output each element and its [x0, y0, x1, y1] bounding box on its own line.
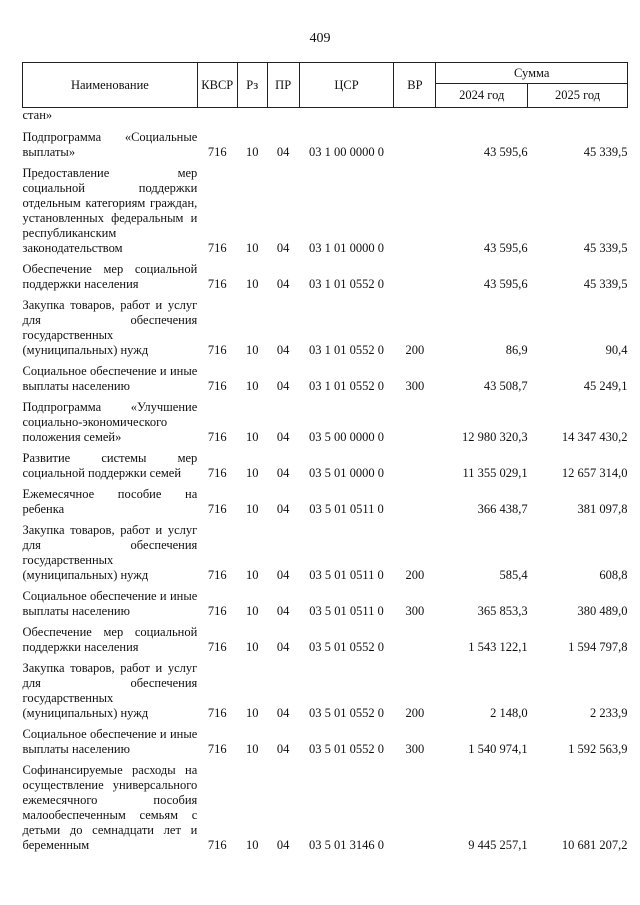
row-csr-cell: 03 1 01 0552 0	[309, 379, 385, 393]
row-vr-cell	[394, 259, 436, 295]
header-pr: ПР	[267, 63, 299, 108]
row-kvsr-cell: 716	[207, 502, 227, 516]
row-csr-cell: 03 1 01 0552 0	[309, 277, 385, 291]
row-rz-cell: 10	[245, 343, 259, 357]
row-vr-cell	[394, 484, 436, 520]
row-kvsr-cell: 716	[207, 241, 227, 255]
table-row	[23, 724, 628, 760]
row-name-cell: Социальное обеспечение и иные выплаты населению	[22, 364, 198, 393]
row-rz-cell: 10	[245, 838, 259, 852]
row-rz-cell: 10	[245, 568, 259, 582]
table-row	[23, 586, 628, 622]
row-2024-cell: 11 355 029,1	[462, 466, 528, 480]
row-name-cell: Закупка товаров, работ и услуг для обеспечения государственных (муниципальных) нужд	[22, 298, 198, 357]
row-vr-cell: 300	[405, 604, 425, 618]
row-name-cell: Предоставление мер социальной поддержки отдельным категориям граждан, установленных федеральным и республиканским законодательством	[22, 166, 198, 255]
row-2025-cell: 14 347 430,2	[561, 430, 628, 444]
row-rz-cell: 10	[245, 430, 259, 444]
row-pr-cell: 04	[276, 343, 290, 357]
row-kvsr-cell: 716	[207, 604, 227, 618]
table-row	[23, 163, 628, 259]
row-pr-cell: 04	[276, 640, 290, 654]
row-csr-cell: 03 5 01 0511 0	[309, 568, 384, 582]
header-sum: Сумма	[436, 63, 628, 84]
row-rz-cell: 10	[245, 145, 259, 159]
row-pr-cell: 04	[276, 568, 290, 582]
row-2024-cell: 365 853,3	[477, 604, 528, 618]
row-name-cell: Закупка товаров, работ и услуг для обеспечения государственных (муниципальных) нужд	[22, 661, 198, 720]
row-2025-cell: 45 339,5	[583, 145, 628, 159]
header-kvsr: КВСР	[197, 63, 237, 108]
row-pr-cell: 04	[276, 742, 290, 756]
row-rz-cell: 10	[245, 241, 259, 255]
table-row	[23, 520, 628, 586]
table-row	[23, 448, 628, 484]
row-pr-cell: 04	[276, 706, 290, 720]
row-kvsr-cell: 716	[207, 145, 227, 159]
row-kvsr-cell: 716	[207, 379, 227, 393]
row-vr-cell	[394, 163, 436, 259]
row-csr-cell: 03 5 01 0511 0	[309, 604, 384, 618]
row-csr-cell: 03 5 01 0000 0	[309, 466, 385, 480]
row-rz-cell: 10	[245, 466, 259, 480]
table-row	[23, 484, 628, 520]
row-2025-cell: 2 233,9	[590, 706, 628, 720]
row-2025-cell: 1 594 797,8	[568, 640, 628, 654]
row-2025-cell: 380 489,0	[577, 604, 628, 618]
row-kvsr-cell: 716	[207, 466, 227, 480]
row-csr-cell: 03 1 01 0552 0	[309, 343, 385, 357]
row-name-cell: Подпрограмма «Улучшение социально-экономического положения семей»	[22, 400, 198, 444]
row-name-cell: Подпрограмма «Социальные выплаты»	[22, 130, 198, 159]
row-kvsr-cell: 716	[207, 706, 227, 720]
row-kvsr-cell: 716	[207, 568, 227, 582]
row-2024-cell: 86,9	[505, 343, 528, 357]
row-csr-cell: 03 5 01 0552 0	[309, 640, 385, 654]
row-vr-cell	[394, 448, 436, 484]
continuation-text: стан»	[22, 108, 53, 122]
row-vr-cell: 200	[405, 343, 425, 357]
row-rz-cell: 10	[245, 502, 259, 516]
row-pr-cell: 04	[276, 379, 290, 393]
row-csr-cell: 03 5 01 0552 0	[309, 706, 385, 720]
row-csr-cell: 03 5 00 0000 0	[309, 430, 385, 444]
header-csr: ЦСР	[299, 63, 394, 108]
row-kvsr-cell: 716	[207, 430, 227, 444]
row-kvsr-cell: 716	[207, 343, 227, 357]
row-name-cell: Обеспечение мер социальной поддержки населения	[22, 262, 198, 291]
header-name: Наименование	[23, 63, 198, 108]
row-rz-cell: 10	[245, 604, 259, 618]
page-number: 409	[309, 31, 331, 46]
table-row	[23, 295, 628, 361]
row-csr-cell: 03 5 01 0511 0	[309, 502, 384, 516]
row-name-cell: Ежемесячное пособие на ребенка	[22, 487, 198, 516]
row-pr-cell: 04	[276, 430, 290, 444]
row-name-cell: Софинансируемые расходы на осуществление универсального ежемесячного пособия малообеспеченным семьям с детьми до семнадцати лет и беременным	[22, 763, 198, 852]
row-vr-cell	[394, 397, 436, 448]
row-rz-cell: 10	[245, 706, 259, 720]
row-2024-cell: 585,4	[499, 568, 528, 582]
row-csr-cell: 03 5 01 3146 0	[309, 838, 385, 852]
row-2024-cell: 43 595,6	[483, 241, 528, 255]
row-vr-cell: 200	[405, 568, 425, 582]
row-name-cell: Развитие системы мер социальной поддержки семей	[22, 451, 198, 480]
row-pr-cell: 04	[276, 502, 290, 516]
row-2024-cell: 43 595,6	[483, 277, 528, 291]
row-vr-cell: 200	[405, 706, 425, 720]
row-vr-cell: 300	[405, 379, 425, 393]
row-vr-cell	[394, 760, 436, 856]
row-name-cell: Обеспечение мер социальной поддержки населения	[22, 625, 198, 654]
row-2025-cell: 12 657 314,0	[561, 466, 628, 480]
table-row	[23, 622, 628, 658]
row-rz-cell: 10	[245, 379, 259, 393]
row-2025-cell: 10 681 207,2	[561, 838, 628, 852]
table-row	[23, 127, 628, 163]
table-row	[23, 760, 628, 856]
row-csr-cell: 03 1 00 0000 0	[309, 145, 385, 159]
row-csr-cell: 03 1 01 0000 0	[309, 241, 385, 255]
budget-table	[22, 62, 628, 856]
table-row	[23, 361, 628, 397]
row-2024-cell: 366 438,7	[477, 502, 528, 516]
row-pr-cell: 04	[276, 604, 290, 618]
row-rz-cell: 10	[245, 277, 259, 291]
row-2025-cell: 1 592 563,9	[568, 742, 628, 756]
row-2024-cell: 2 148,0	[490, 706, 528, 720]
row-2025-cell: 90,4	[605, 343, 628, 357]
row-2025-cell: 45 249,1	[583, 379, 628, 393]
table-row	[23, 259, 628, 295]
table-row	[23, 658, 628, 724]
row-csr-cell: 03 5 01 0552 0	[309, 742, 385, 756]
table-row	[23, 397, 628, 448]
row-rz-cell: 10	[245, 640, 259, 654]
row-vr-cell	[394, 127, 436, 163]
header-vr: ВР	[394, 63, 436, 108]
row-2024-cell: 43 595,6	[483, 145, 528, 159]
row-pr-cell: 04	[276, 277, 290, 291]
row-kvsr-cell: 716	[207, 640, 227, 654]
row-name-cell: Социальное обеспечение и иные выплаты населению	[22, 589, 198, 618]
header-year-2025: 2025 год	[528, 84, 628, 108]
row-2024-cell: 12 980 320,3	[462, 430, 528, 444]
row-vr-cell	[394, 622, 436, 658]
row-name-cell: Закупка товаров, работ и услуг для обеспечения государственных (муниципальных) нужд	[22, 523, 198, 582]
row-2024-cell: 43 508,7	[483, 379, 528, 393]
row-kvsr-cell: 716	[207, 742, 227, 756]
row-2024-cell: 1 540 974,1	[468, 742, 528, 756]
row-pr-cell: 04	[276, 466, 290, 480]
header-year-2024: 2024 год	[436, 84, 528, 108]
header-rz: Рз	[237, 63, 267, 108]
row-2024-cell: 9 445 257,1	[468, 838, 528, 852]
row-rz-cell: 10	[245, 742, 259, 756]
row-2024-cell: 1 543 122,1	[468, 640, 528, 654]
row-vr-cell: 300	[405, 742, 425, 756]
row-name-cell: Социальное обеспечение и иные выплаты населению	[22, 727, 198, 756]
row-kvsr-cell: 716	[207, 838, 227, 852]
row-pr-cell: 04	[276, 241, 290, 255]
row-2025-cell: 608,8	[599, 568, 628, 582]
row-pr-cell: 04	[276, 838, 290, 852]
row-2025-cell: 45 339,5	[583, 241, 628, 255]
row-2025-cell: 381 097,8	[577, 502, 628, 516]
row-kvsr-cell: 716	[207, 277, 227, 291]
row-2025-cell: 45 339,5	[583, 277, 628, 291]
row-pr-cell: 04	[276, 145, 290, 159]
